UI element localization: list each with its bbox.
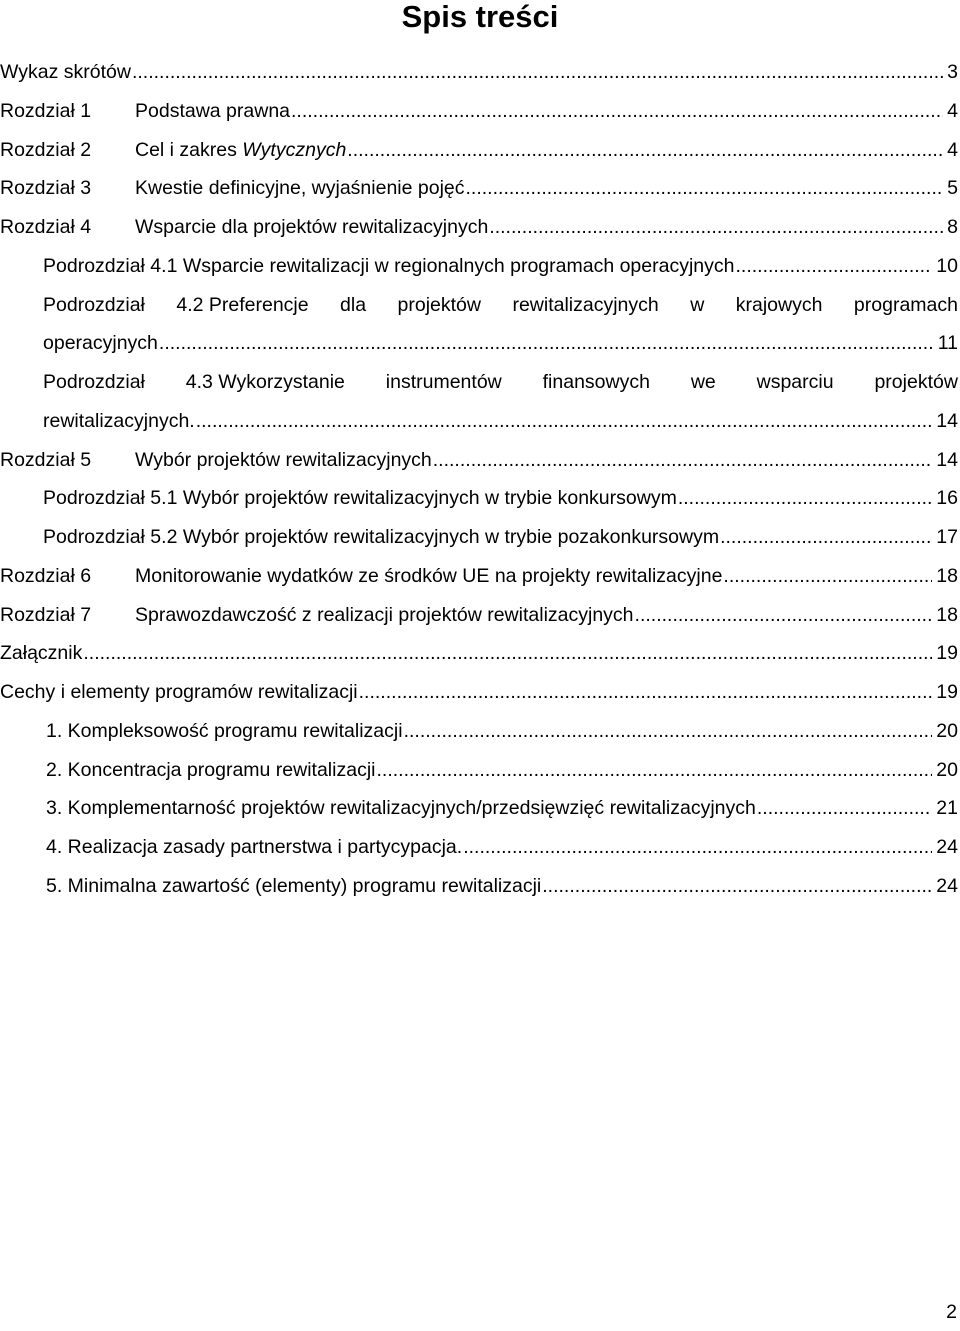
toc-word: 4.3 Wykorzystanie (185, 371, 345, 393)
chapter-label: Rozdział 6 (0, 564, 92, 587)
toc-word: krajowych (735, 293, 823, 316)
toc-entry-wykaz[interactable] (0, 53, 960, 92)
toc-word: 4.2 Preferencje (176, 293, 309, 316)
toc-word: finansowych (542, 371, 650, 393)
toc-page-number: 24 (936, 874, 958, 897)
dot-leader (635, 596, 933, 635)
toc-entry-podrozdzial-5-1[interactable] (0, 479, 960, 518)
toc-entry-text: Sprawozdawczość z realizacji projektów rewitalizacyjnych (135, 603, 634, 626)
dot-leader (542, 867, 932, 906)
toc-entry-podrozdzial-4-3-line1[interactable] (0, 363, 960, 402)
toc-entry-text: Podrozdział 5.2 Wybór projektów rewitalizacyjnych w trybie pozakonkursowym (43, 526, 720, 548)
toc-entry-rozdzial-1[interactable] (0, 92, 960, 131)
dot-leader (757, 789, 932, 828)
toc-entry-podrozdzial-4-2-line2[interactable] (0, 324, 960, 363)
chapter-label: Rozdział 7 (0, 603, 92, 626)
toc-entry-rozdzial-4[interactable] (0, 208, 960, 247)
chapter-label: Rozdział 2 (0, 138, 92, 161)
dot-leader (404, 712, 933, 751)
toc-word: w (690, 293, 705, 316)
toc-page-number: 4 (947, 99, 958, 122)
toc-entry-text: Podrozdział 5.1 Wybór projektów rewitalizacyjnych w trybie konkursowym (43, 487, 677, 510)
toc-entry-text-regular: Cel i zakres (135, 138, 243, 161)
dot-leader (463, 828, 932, 867)
toc-entry-item-2[interactable] (0, 751, 960, 790)
toc-word: projektów (397, 293, 481, 316)
dot-leader (347, 131, 943, 170)
toc-page-number: 8 (947, 216, 958, 238)
toc-word: wsparciu (756, 371, 834, 393)
toc-entry-item-4[interactable] (0, 828, 960, 867)
dot-leader (433, 441, 933, 480)
dot-leader (376, 751, 932, 790)
toc-entry-text-italic: Wytycznych (242, 138, 347, 161)
toc-page-number: 21 (936, 797, 958, 820)
toc-entry-item-1[interactable] (0, 712, 960, 751)
toc-entry-text: Wybór projektów rewitalizacyjnych (135, 448, 432, 471)
toc-entry-text: Załącznik (0, 642, 83, 665)
toc-page-number: 24 (936, 836, 958, 858)
toc-entry-podrozdzial-4-3-line2[interactable] (0, 402, 960, 441)
toc-entry-rozdzial-6[interactable] (0, 557, 960, 596)
dot-leader (678, 479, 932, 518)
toc-word: programach (853, 293, 958, 316)
page-number: 2 (946, 1301, 957, 1323)
toc-page-number: 19 (936, 642, 958, 665)
toc-entry-rozdzial-7[interactable] (0, 596, 960, 635)
toc-entry-text: Kwestie definicyjne, wyjaśnienie pojęć (135, 177, 465, 200)
toc-word: Podrozdział (43, 293, 145, 316)
toc-entry-text: Cechy i elementy programów rewitalizacji (0, 681, 358, 703)
toc-word: rewitalizacyjnych (512, 293, 659, 316)
toc-page-number: 10 (936, 254, 958, 277)
dot-leader (159, 324, 934, 363)
toc-entry-text: Podstawa prawna (135, 99, 291, 122)
dot-leader (359, 673, 933, 712)
toc-entry-text: 2. Koncentracja programu rewitalizacji (46, 758, 376, 781)
toc-entry-podrozdzial-5-2[interactable] (0, 518, 960, 557)
toc-page-number: 20 (936, 758, 958, 781)
toc-entry-rozdzial-5[interactable] (0, 441, 960, 480)
toc-entry-podrozdzial-4-2-line1[interactable] (0, 286, 960, 325)
chapter-label: Rozdział 3 (0, 177, 92, 200)
toc-page-number: 20 (936, 719, 958, 742)
toc-entry-text: operacyjnych (43, 332, 158, 355)
toc-entry-text: rewitalizacyjnych. (43, 409, 195, 432)
toc-entry-podrozdzial-4-1[interactable] (0, 247, 960, 286)
toc-page-number: 5 (947, 177, 958, 200)
toc-entry-text: Wykaz skrótów (0, 61, 131, 83)
dot-leader (83, 634, 932, 673)
dot-leader (196, 402, 933, 441)
chapter-label: Rozdział 5 (0, 448, 92, 471)
toc-entry-cechy[interactable] (0, 673, 960, 712)
toc-entry-item-5[interactable] (0, 867, 960, 906)
toc-page-number: 19 (936, 681, 958, 703)
toc-entry-text: Monitorowanie wydatków ze środków UE na projekty rewitalizacyjne (135, 564, 723, 587)
toc-entry-text: 4. Realizacja zasady partnerstwa i partycypacja. (46, 836, 463, 858)
dot-leader (735, 247, 932, 286)
chapter-label: Rozdział 1 (0, 99, 92, 122)
toc-page-number: 14 (936, 448, 958, 471)
table-of-contents (0, 53, 960, 906)
toc-entry-text: 3. Komplementarność projektów rewitalizacyjnych/przedsięwzięć rewitalizacyjnych (46, 797, 756, 820)
toc-word: instrumentów (385, 371, 502, 393)
toc-page-number: 18 (936, 603, 958, 626)
toc-word: we (690, 371, 716, 393)
dot-leader (720, 518, 932, 557)
toc-page-number: 16 (936, 487, 958, 510)
toc-entry-text: 5. Minimalna zawartość (elementy) programu rewitalizacji (46, 874, 542, 897)
toc-word: dla (340, 293, 367, 316)
toc-word: projektów (874, 371, 958, 393)
dot-leader (723, 557, 932, 596)
toc-entry-rozdzial-3[interactable] (0, 169, 960, 208)
toc-page-number: 4 (947, 138, 958, 161)
dot-leader (489, 208, 943, 247)
toc-entry-item-3[interactable] (0, 789, 960, 828)
toc-page-number: 3 (947, 61, 958, 83)
page-title: Spis treści (401, 0, 559, 34)
toc-page-number: 14 (936, 409, 958, 432)
toc-entry-text: Wsparcie dla projektów rewitalizacyjnych (135, 216, 489, 238)
chapter-label: Rozdział 4 (0, 216, 92, 238)
toc-entry-rozdzial-2[interactable] (0, 131, 960, 170)
toc-page-number: 17 (936, 526, 958, 548)
toc-entry-text: Podrozdział 4.1 Wsparcie rewitalizacji w regionalnych programach operacyjnych (43, 254, 735, 277)
toc-entry-text (135, 131, 346, 170)
toc-entry-zalacznik[interactable] (0, 634, 960, 673)
dot-leader (291, 92, 943, 131)
toc-page-number: 18 (936, 564, 958, 587)
dot-leader (132, 53, 943, 92)
dot-leader (466, 169, 944, 208)
toc-entry-text: 1. Kompleksowość programu rewitalizacji (46, 719, 403, 742)
toc-word: Podrozdział (43, 371, 145, 393)
toc-page-number: 11 (937, 332, 958, 355)
